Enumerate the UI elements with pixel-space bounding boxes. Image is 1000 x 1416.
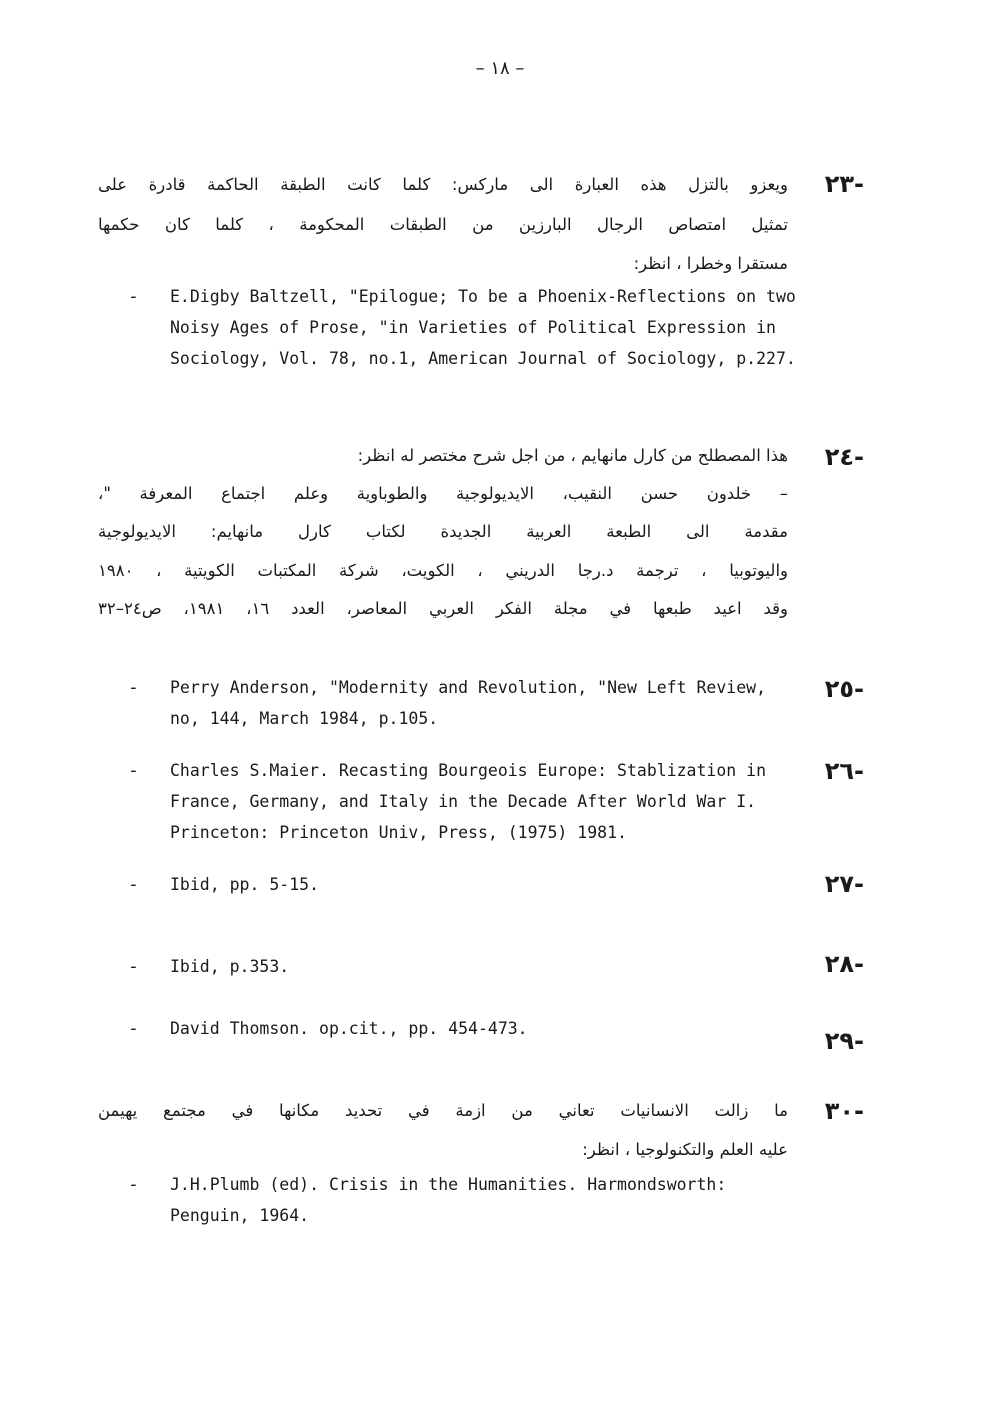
note-arabic-line: واليوتوبيا ، ترجمة د.رجا الدريني ، الكويت، شركة المكتبات الكويتية ، ١٩٨٠: [98, 561, 788, 580]
reference-line: Ibid, pp. 5-15.: [170, 875, 320, 894]
reference-line: J.H.Plumb (ed). Crisis in the Humanities. Harmondsworth:: [170, 1175, 727, 1194]
reference-dash: -: [128, 760, 139, 781]
reference-line: Charles S.Maier. Recasting Bourgeois Europe: Stablization in: [170, 761, 767, 780]
page-number: – ١٨ –: [475, 58, 525, 79]
reference-dash: -: [128, 1018, 139, 1039]
note-arabic-line: ويعزو بالتزل هذه العبارة الى ماركس: كلما كانت الطبقة الحاكمة قادرة على: [98, 175, 788, 194]
reference-line: no, 144, March 1984, p.105.: [170, 709, 439, 728]
reference-line: E.Digby Baltzell, "Epilogue; To be a Phoenix-Reflections on two: [170, 287, 796, 306]
note-number: -٢٩: [824, 1027, 864, 1055]
note-number: -٢٧: [824, 870, 864, 898]
note-arabic-line: هذا المصطلح من كارل مانهايم ، من اجل شرح مختصر له انظر:: [357, 446, 788, 465]
note-number: -٢٦: [824, 757, 864, 785]
note-arabic-line: وقد اعيد طبعها في مجلة الفكر العربي المعاصر، العدد ١٦، ١٩٨١، ص٢٤–٣٢: [98, 599, 788, 618]
note-arabic-line: – خلدون حسن النقيب، الايديولوجية والطوباوية وعلم اجتماع المعرفة "،: [98, 484, 788, 503]
note-arabic-line: مقدمة الى الطبعة العربية الجديدة لكتاب كارل مانهايم: الايديولوجية: [98, 522, 788, 541]
reference-line: Noisy Ages of Prose, "in Varieties of Political Expression in: [170, 318, 776, 337]
note-number: -٢٥: [824, 675, 864, 703]
reference-dash: -: [128, 677, 139, 698]
note-arabic-line: مستقرا وخطرا ، انظر:: [633, 254, 788, 273]
reference-dash: -: [128, 286, 139, 307]
reference-line: Ibid, p.353.: [170, 957, 290, 976]
note-arabic-line: عليه العلم والتكنولوجيا ، انظر:: [582, 1140, 788, 1159]
reference-dash: -: [128, 874, 139, 895]
reference-line: Penguin, 1964.: [170, 1206, 310, 1225]
reference-line: Perry Anderson, "Modernity and Revolution, "New Left Review,: [170, 678, 767, 697]
note-number: -٢٨: [824, 950, 864, 978]
reference-line: David Thomson. op.cit., pp. 454-473.: [170, 1019, 528, 1038]
note-number: -٣٠: [824, 1097, 864, 1125]
reference-dash: -: [128, 1174, 139, 1195]
reference-line: Sociology, Vol. 78, no.1, American Journal of Sociology, p.227.: [170, 349, 796, 368]
reference-line: Princeton: Princeton Univ, Press, (1975) 1981.: [170, 823, 627, 842]
note-number: -٢٣: [824, 170, 864, 198]
note-arabic-line: ما زالت الانسانيات تعاني من ازمة في تحديد مكانها في مجتمع يهيمن: [98, 1101, 788, 1120]
note-arabic-line: تمثيل امتصاص الرجال البارزين من الطبقات المحكومة ، كلما كان حكمها: [98, 215, 788, 234]
reference-dash: -: [128, 956, 139, 977]
note-number: -٢٤: [824, 443, 864, 471]
reference-line: France, Germany, and Italy in the Decade After World War I.: [170, 792, 757, 811]
